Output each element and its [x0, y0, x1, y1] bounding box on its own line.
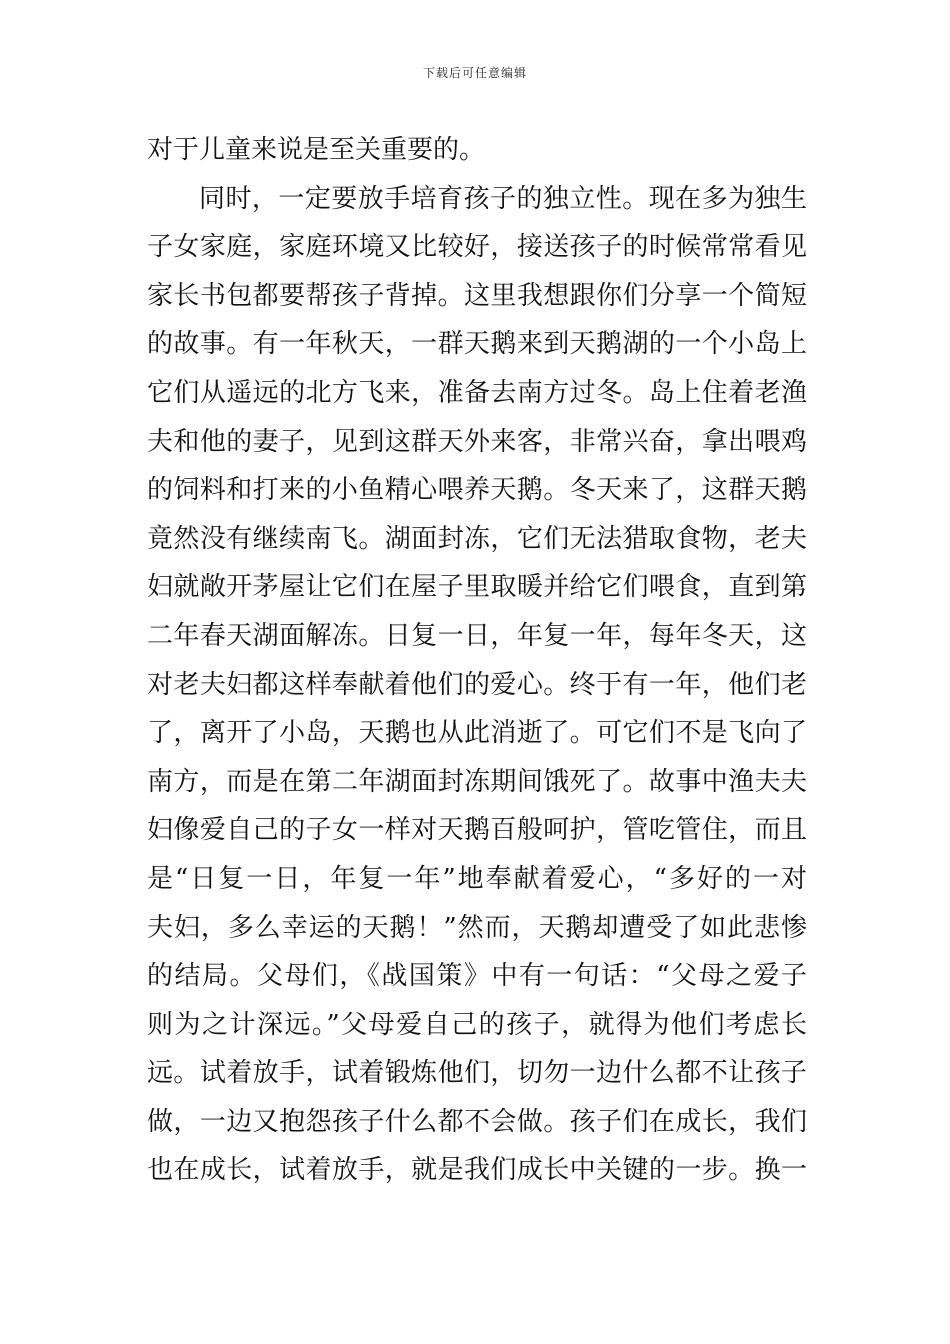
- text-line: 对老夫妇都这样奉献着他们的爱心。终于有一年，他们老: [147, 669, 807, 700]
- text-line-paragraph-start: 同时，一定要放手培育孩子的独立性。现在多为独生: [199, 183, 807, 214]
- text-line: 的故事。有一年秋天，一群天鹅来到天鹅湖的一个小岛上: [147, 329, 807, 360]
- text-line: 也在成长，试着放手，就是我们成长中关键的一步。换一: [147, 1155, 807, 1186]
- text-line: 夫和他的妻子，见到这群天外来客，非常兴奋，拿出喂鸡: [147, 426, 807, 457]
- text-line: 远。试着放手，试着锻炼他们，切勿一边什么都不让孩子: [147, 1058, 807, 1089]
- text-line: 了，离开了小岛，天鹅也从此消逝了。可它们不是飞向了: [147, 718, 807, 749]
- text-line: 对于儿童来说是至关重要的。: [147, 135, 486, 165]
- text-line: 家长书包都要帮孩子背掉。这里我想跟你们分享一个简短: [147, 280, 807, 311]
- text-line: 则为之计深远。”父母爱自己的孩子，就得为他们考虑长: [147, 1009, 807, 1040]
- text-line: 的饲料和打来的小鱼精心喂养天鹅。冬天来了，这群天鹅: [147, 475, 807, 506]
- text-line: 它们从遥远的北方飞来，准备去南方过冬。岛上住着老渔: [147, 377, 807, 408]
- text-line: 二年春天湖面解冻。日复一日，年复一年，每年冬天，这: [147, 620, 807, 651]
- page-header-note: 下载后可任意编辑: [422, 66, 527, 80]
- text-line: 是“日复一日，年复一年”地奉献着爱心，“多好的一对: [147, 863, 807, 894]
- text-line: 做，一边又抱怨孩子什么都不会做。孩子们在成长，我们: [147, 1106, 807, 1137]
- text-line: 的结局。父母们，《战国策》中有一句话：“父母之爱子: [147, 961, 807, 992]
- text-line: 妇像爱自己的子女一样对天鹅百般呵护，管吃管住，而且: [147, 815, 807, 846]
- body-text: [147, 126, 807, 1195]
- text-line: 竟然没有继续南飞。湖面封冻，它们无法猎取食物，老夫: [147, 523, 807, 554]
- text-line: 南方，而是在第二年湖面封冻期间饿死了。故事中渔夫夫: [147, 766, 807, 797]
- text-line: 子女家庭，家庭环境又比较好，接送孩子的时候常常看见: [147, 232, 807, 263]
- text-line: 妇就敞开茅屋让它们在屋子里取暖并给它们喂食，直到第: [147, 572, 807, 603]
- text-line: 夫妇，多么幸运的天鹅！”然而，天鹅却遭受了如此悲惨: [147, 912, 807, 943]
